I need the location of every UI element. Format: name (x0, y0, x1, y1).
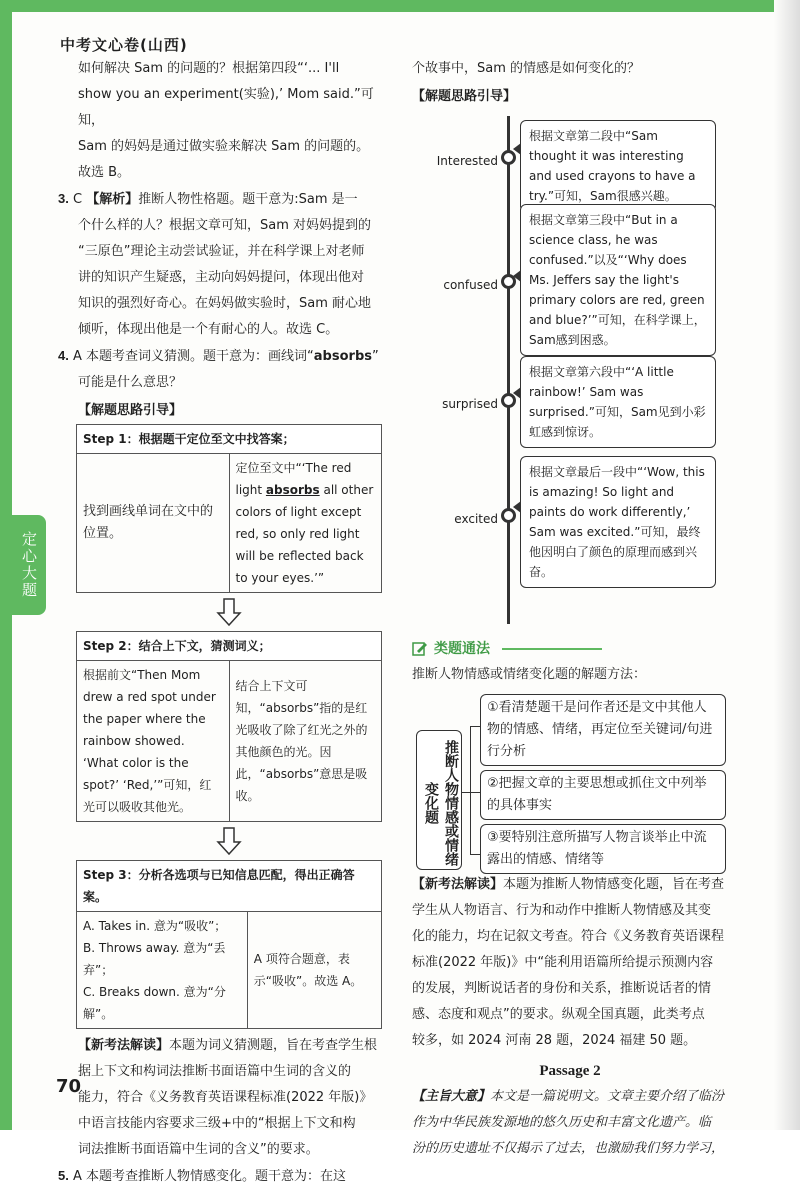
emotion-timeline (412, 116, 728, 616)
q3-line: 讲的知识产生疑惑，主动向妈妈提问，体现出他对 (78, 270, 365, 285)
edit-note-icon (412, 641, 428, 657)
new-exam-line: 中语言技能内容要求三级+中的“根据上下文和构 (78, 1116, 356, 1131)
step2-left-cell: 根据前文“Then Mom drew a red spot under the paper where the rainbow showed. ‘What color is the spot?’ ‘Red,’”可知，红光可以吸收其他光。 (77, 661, 230, 822)
q2-tail-line: 故选 B。 (78, 165, 131, 180)
connector-line (470, 792, 480, 793)
new-exam-first-line (58, 1033, 388, 1059)
step2-heading: Step 2：结合上下文，猜测词义； (77, 632, 382, 661)
step1-left-cell: 找到画线单词在文中的位置。 (77, 454, 230, 593)
passage-summary-line: 作为中华民族发源地的悠久历史和丰富文化遗产。临 (412, 1115, 712, 1130)
passage-heading: Passage 2 (539, 1063, 601, 1079)
method-intro: 推断人物情感或情绪变化题的解题方法： (412, 667, 647, 682)
step1-right-post: all other colors of light except red, so only red light will be reflected back to your eyes.’” (235, 483, 374, 585)
passage-summary-first-line (412, 1084, 728, 1110)
down-arrow-icon (76, 593, 382, 631)
right-new-exam-line: 学生从人物语言、行为和动作中推断人物情感及其变 (412, 903, 712, 918)
step1-heading: Step 1：根据题干定位至文中找答案； (77, 425, 382, 454)
q3-line: “三原色”理论主动尝试验证，并在科学课上对老师 (78, 244, 365, 259)
q5-first-line (58, 1163, 388, 1190)
q2-tail-line: Sam 的妈妈是通过做实验来解决 Sam 的问题的。 (78, 139, 370, 154)
new-exam-line: 本题为词义猜测题，旨在考查学生根 (169, 1038, 378, 1053)
method-item: ①看清楚题干是问作者还是文中其他人物的情感、情绪，再定位至关键词/句进行分析 (480, 694, 726, 766)
top-green-border (0, 0, 800, 12)
passage-summary-tag: 【主旨大意】 (412, 1089, 491, 1104)
q3-line: 个什么样的人？根据文章可知，Sam 对妈妈提到的 (78, 218, 372, 233)
right-new-exam-line: 感、态度和观点”的要求。纵观全国真题，此类考点 (412, 1007, 705, 1022)
method-item: ③要特别注意所描写人物言谈举止中流露出的情感、情绪等 (480, 824, 726, 874)
right-new-exam-first-line (412, 872, 728, 898)
step3-option: A. Takes in. 意为“吸收”； (83, 919, 227, 933)
title-underline (502, 648, 602, 650)
q5-answer: A (72, 1169, 82, 1184)
q5-number: 5. (58, 1168, 69, 1183)
q5-tail-line: 个故事中，Sam 的情感是如何变化的？ (412, 61, 641, 76)
passage-summary-line: 汾的历史遗址不仅揭示了过去，也激励我们努力学习， (412, 1141, 725, 1156)
timeline-label: excited (454, 512, 498, 526)
q4-guide-title: 【解题思路引导】 (78, 403, 183, 418)
step3-heading: Step 3：分析各选项与已知信息匹配，得出正确答案。 (77, 861, 382, 912)
q4-keyword: absorbs (313, 349, 372, 364)
step3-option: C. Breaks down. 意为“分解”。 (83, 985, 226, 1021)
q3-line: 知识的强烈好奇心。在妈妈做实验时，Sam 耐心地 (78, 296, 372, 311)
section-side-tab: 定心大题 (12, 515, 46, 615)
timeline-label: Interested (436, 154, 498, 168)
q4-text-end: ” (371, 349, 379, 364)
step3-left-cell (77, 912, 248, 1029)
step3-table (76, 860, 382, 1029)
timeline-box: 根据文章第二段中“Sam thought it was interesting and used crayons to have a try.”可知，Sam很感兴趣。 (520, 120, 716, 212)
new-exam-line: 词法推断书面语篇中生词的含义”的要求。 (78, 1142, 319, 1157)
step1-right-cell (229, 454, 382, 593)
q3-line: 倾听，体现出他是一个有耐心的人。故选 C。 (78, 322, 339, 337)
step2-table (76, 631, 382, 822)
step3-right-cell: A 项符合题意，表示“吸收”。故选 A。 (247, 912, 381, 1029)
q3-analysis-tag: 【解析】 (86, 192, 139, 207)
connector-line (470, 854, 480, 855)
q2-tail-line: 如何解决 Sam 的问题的？根据第四段“‘... I'll (78, 61, 340, 76)
connector-line (470, 726, 471, 854)
right-new-exam-line: 本题为推断人物情感变化题，旨在考查 (503, 877, 725, 892)
timeline-label: confused (443, 278, 498, 292)
q4-answer: A (72, 349, 82, 364)
right-new-exam-line: 较多，如 2024 河南 28 题，2024 福建 50 题。 (412, 1033, 697, 1048)
step1-right-pre: 定位至文中“‘The red light (235, 461, 352, 497)
step1-table (76, 424, 382, 593)
timeline-box: 根据文章最后一段中“‘Wow, this is amazing! So light and paints do work differently,’ Sam was excited.”可知，最终他因明白了颜色的原理而感到兴奋。 (520, 456, 716, 588)
step3-option: B. Throws away. 意为“丢弃”； (83, 941, 226, 977)
q4-first-line (58, 343, 388, 370)
method-section-title (412, 636, 728, 662)
left-column (58, 56, 388, 1190)
down-arrow-icon (76, 822, 382, 860)
q4-number: 4. (58, 348, 69, 363)
step2-right-cell: 结合上下文可知，“absorbs”指的是红光吸收了除了红光之外的其他颜色的光。因此，“absorbs”意思是吸收。 (229, 661, 382, 822)
right-column (412, 56, 728, 1162)
method-root-box: 推断人物情感或情绪变化题 (416, 730, 462, 870)
q5-line: 本题考查推断人物情感变化。题干意为：在这 (86, 1169, 347, 1184)
right-new-exam-line: 标准(2022 年版)》中“能利用语篇所给提示预测内容 (412, 955, 714, 970)
new-exam-line: 据上下文和构词法推断书面语篇中生词的含义的 (78, 1064, 352, 1079)
q3-answer: C (72, 192, 83, 207)
new-exam-line: 能力，符合《义务教育英语课程标准(2022 年版)》 (78, 1090, 373, 1105)
connector-line (470, 726, 480, 727)
q3-line: 推断人物性格题。题干意为:Sam 是一 (138, 192, 358, 207)
timeline-label: surprised (442, 397, 498, 411)
passage-summary-line: 本文是一篇说明文。文章主要介绍了临汾 (490, 1089, 725, 1104)
method-title-text: 类题通法 (434, 641, 490, 657)
running-header: 中考文心卷(山西) (60, 36, 188, 54)
q4-text: 本题考查词义猜测。题干意为：画线词“ (86, 349, 314, 364)
step1-keyword: absorbs (265, 483, 320, 497)
left-green-border (0, 0, 12, 1130)
timeline-box: 根据文章第六段中“‘A little rainbow!’ Sam was surprised.”可知，Sam见到小彩虹感到惊讶。 (520, 356, 716, 448)
q4-line: 可能是什么意思？ (78, 375, 183, 390)
timeline-axis (507, 116, 510, 624)
right-new-exam-line: 的发展，判断说话者的身份和关系，推断说话者的情 (412, 981, 712, 996)
q3-number: 3. (58, 191, 69, 206)
q3-first-line (58, 186, 388, 213)
right-new-exam-tag: 【新考法解读】 (412, 877, 504, 892)
page-number: 70 (56, 1076, 82, 1097)
timeline-box: 根据文章第三段中“But in a science class, he was confused.”以及“‘Why does Ms. Jeffers say the light's primary colors are red, green and blue?’”可知，在科学课上，Sam感到困惑。 (520, 204, 716, 356)
page-spine-shadow (774, 0, 800, 1130)
q5-guide-title: 【解题思路引导】 (412, 89, 517, 104)
method-item: ②把握文章的主要思想或抓住文中列举的具体事实 (480, 770, 726, 820)
method-diagram (412, 694, 728, 866)
q2-tail-line: show you an experiment(实验),’ Mom said.”可知， (78, 87, 374, 128)
new-exam-tag: 【新考法解读】 (78, 1038, 170, 1053)
right-new-exam-line: 化的能力，均在记叙文考查。符合《义务教育英语课程 (412, 929, 725, 944)
